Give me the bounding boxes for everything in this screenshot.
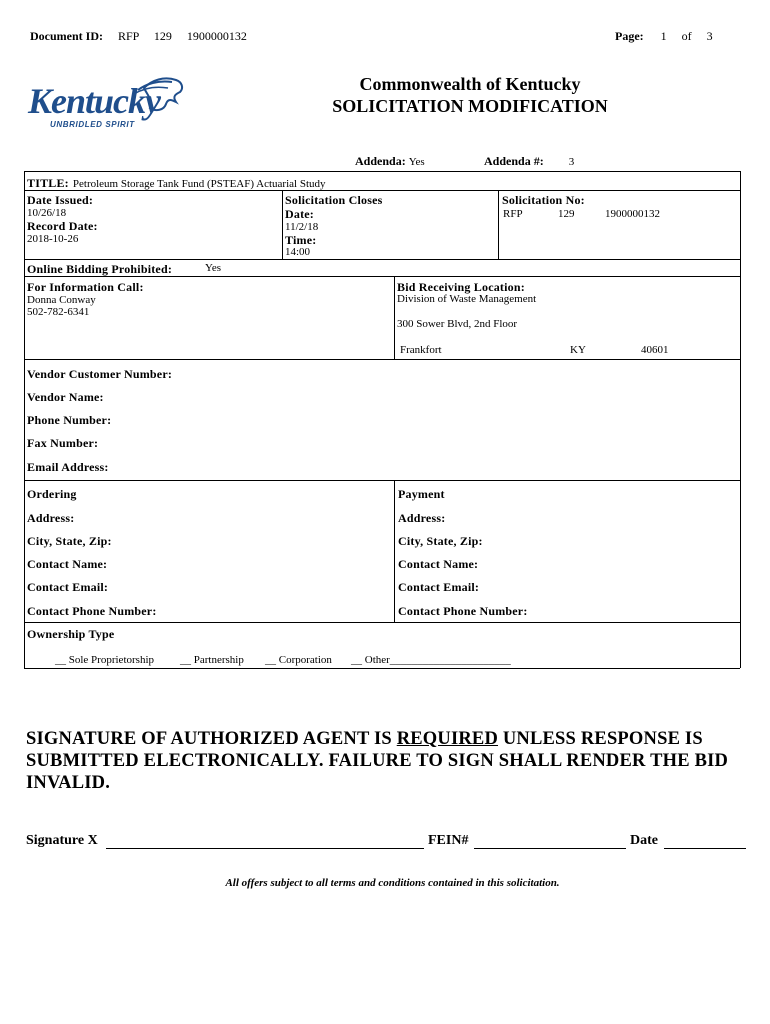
solicitation-number-code: 1900000132 <box>605 208 660 220</box>
page-title: Commonwealth of Kentucky <box>359 74 581 94</box>
payment-city-label: City, State, Zip: <box>398 534 483 548</box>
ordering-contact-name-label: Contact Name: <box>27 557 108 571</box>
ownership-option-corporation-label: Corporation <box>278 654 332 666</box>
vendor-customer-number-label: Vendor Customer Number: <box>27 367 173 381</box>
vendor-fax-label: Fax Number: <box>27 436 99 450</box>
page-of: of <box>681 29 692 43</box>
bid-location-label: Bid Receiving Location: <box>397 280 525 294</box>
addenda-value: Yes <box>408 156 425 168</box>
footer-note: All offers subject to all terms and conditions contained in this solicitation. <box>225 877 560 889</box>
kentucky-logo <box>26 74 186 134</box>
page-subtitle: SOLICITATION MODIFICATION <box>332 96 608 116</box>
closes-time-value: 14:00 <box>285 246 311 258</box>
addenda-number <box>484 154 574 169</box>
bid-location-address: 300 Sower Blvd, 2nd Floor <box>397 318 518 330</box>
addenda-number-label: Addenda #: <box>484 154 544 168</box>
addenda <box>355 154 425 169</box>
closes-time-label: Time: <box>285 233 317 247</box>
ownership-option-sole[interactable]: __ Sole Proprietorship <box>55 654 154 666</box>
solicitation-number-type: RFP <box>503 208 523 220</box>
closes-date-value: 11/2/18 <box>285 221 319 233</box>
page-number: 1 <box>660 29 667 43</box>
info-call-label: For Information Call: <box>27 280 144 294</box>
bid-location-zip: 40601 <box>641 344 669 356</box>
closes-label: Solicitation Closes <box>285 193 383 207</box>
payment-heading: Payment <box>398 487 445 501</box>
document-id-type: RFP <box>118 29 139 43</box>
info-contact-name: Donna Conway <box>27 294 96 306</box>
record-date-value: 2018-10-26 <box>27 233 79 245</box>
title-value: Petroleum Storage Tank Fund (PSTEAF) Actuarial Study <box>72 178 326 190</box>
payment-contact-phone-label: Contact Phone Number: <box>398 604 528 618</box>
logo-wordmark: Kentucky <box>28 81 160 121</box>
record-date-label: Record Date: <box>27 219 98 233</box>
payment-address-label: Address: <box>398 511 446 525</box>
bid-location-state: KY <box>570 344 586 356</box>
bid-location-city: Frankfort <box>400 344 442 356</box>
notice-part-1: SIGNATURE OF AUTHORIZED AGENT IS <box>26 729 397 749</box>
ordering-contact-email-label: Contact Email: <box>27 580 109 594</box>
ownership-option-corporation[interactable]: __ Corporation <box>265 654 332 666</box>
ordering-address-label: Address: <box>27 511 75 525</box>
vendor-email-label: Email Address: <box>27 460 109 474</box>
ordering-heading: Ordering <box>27 487 77 501</box>
ownership-option-partnership[interactable]: __ Partnership <box>180 654 244 666</box>
ownership-heading: Ownership Type <box>27 627 115 641</box>
vendor-name-label: Vendor Name: <box>27 390 104 404</box>
solicitation-number-label: Solicitation No: <box>502 193 585 207</box>
date-field[interactable] <box>664 848 746 849</box>
notice-part-2: UNLESS RESPONSE IS SUBMITTED ELECTRONICALLY. FAILURE TO SIGN SHALL RENDER THE BID INVALID. <box>26 729 729 793</box>
ownership-option-other-label: Other <box>364 654 390 666</box>
document-id <box>30 29 247 44</box>
logo-tagline: UNBRIDLED SPIRIT <box>50 120 135 129</box>
ordering-city-label: City, State, Zip: <box>27 534 112 548</box>
payment-contact-email-label: Contact Email: <box>398 580 480 594</box>
document-id-code: 1900000132 <box>186 29 247 43</box>
signature-label: Signature X <box>26 833 98 848</box>
document-id-number: 129 <box>153 29 172 43</box>
page-label: Page: <box>615 29 644 43</box>
online-bidding-value: Yes <box>205 262 222 274</box>
ownership-option-other[interactable]: __ Other______________________ <box>351 654 511 666</box>
addenda-number-value: 3 <box>568 156 575 168</box>
addenda-label: Addenda: <box>355 154 406 168</box>
date-issued-label: Date Issued: <box>27 193 94 207</box>
solicitation-number-num: 129 <box>558 208 575 220</box>
solicitation-title <box>27 174 326 192</box>
online-bidding-label: Online Bidding Prohibited: <box>27 262 173 276</box>
closes-date-label: Date: <box>285 207 314 221</box>
ownership-option-partnership-label: Partnership <box>193 654 244 666</box>
date-issued-value: 10/26/18 <box>27 207 67 219</box>
fein-label: FEIN# <box>428 833 469 848</box>
bid-location-division: Division of Waste Management <box>397 293 537 305</box>
signature-field[interactable] <box>106 848 424 849</box>
page-total: 3 <box>706 29 713 43</box>
vendor-phone-label: Phone Number: <box>27 413 112 427</box>
signature-notice <box>26 728 756 794</box>
notice-required: REQUIRED <box>396 729 499 749</box>
ordering-contact-phone-label: Contact Phone Number: <box>27 604 157 618</box>
fein-field[interactable] <box>474 848 626 849</box>
title-label: TITLE: <box>27 176 69 190</box>
info-contact-phone: 502-782-6341 <box>27 306 90 318</box>
payment-contact-name-label: Contact Name: <box>398 557 479 571</box>
document-id-label: Document ID: <box>30 29 103 43</box>
date-label: Date <box>630 833 658 848</box>
page-indicator <box>615 29 713 44</box>
ownership-option-sole-label: Sole Proprietorship <box>68 654 154 666</box>
